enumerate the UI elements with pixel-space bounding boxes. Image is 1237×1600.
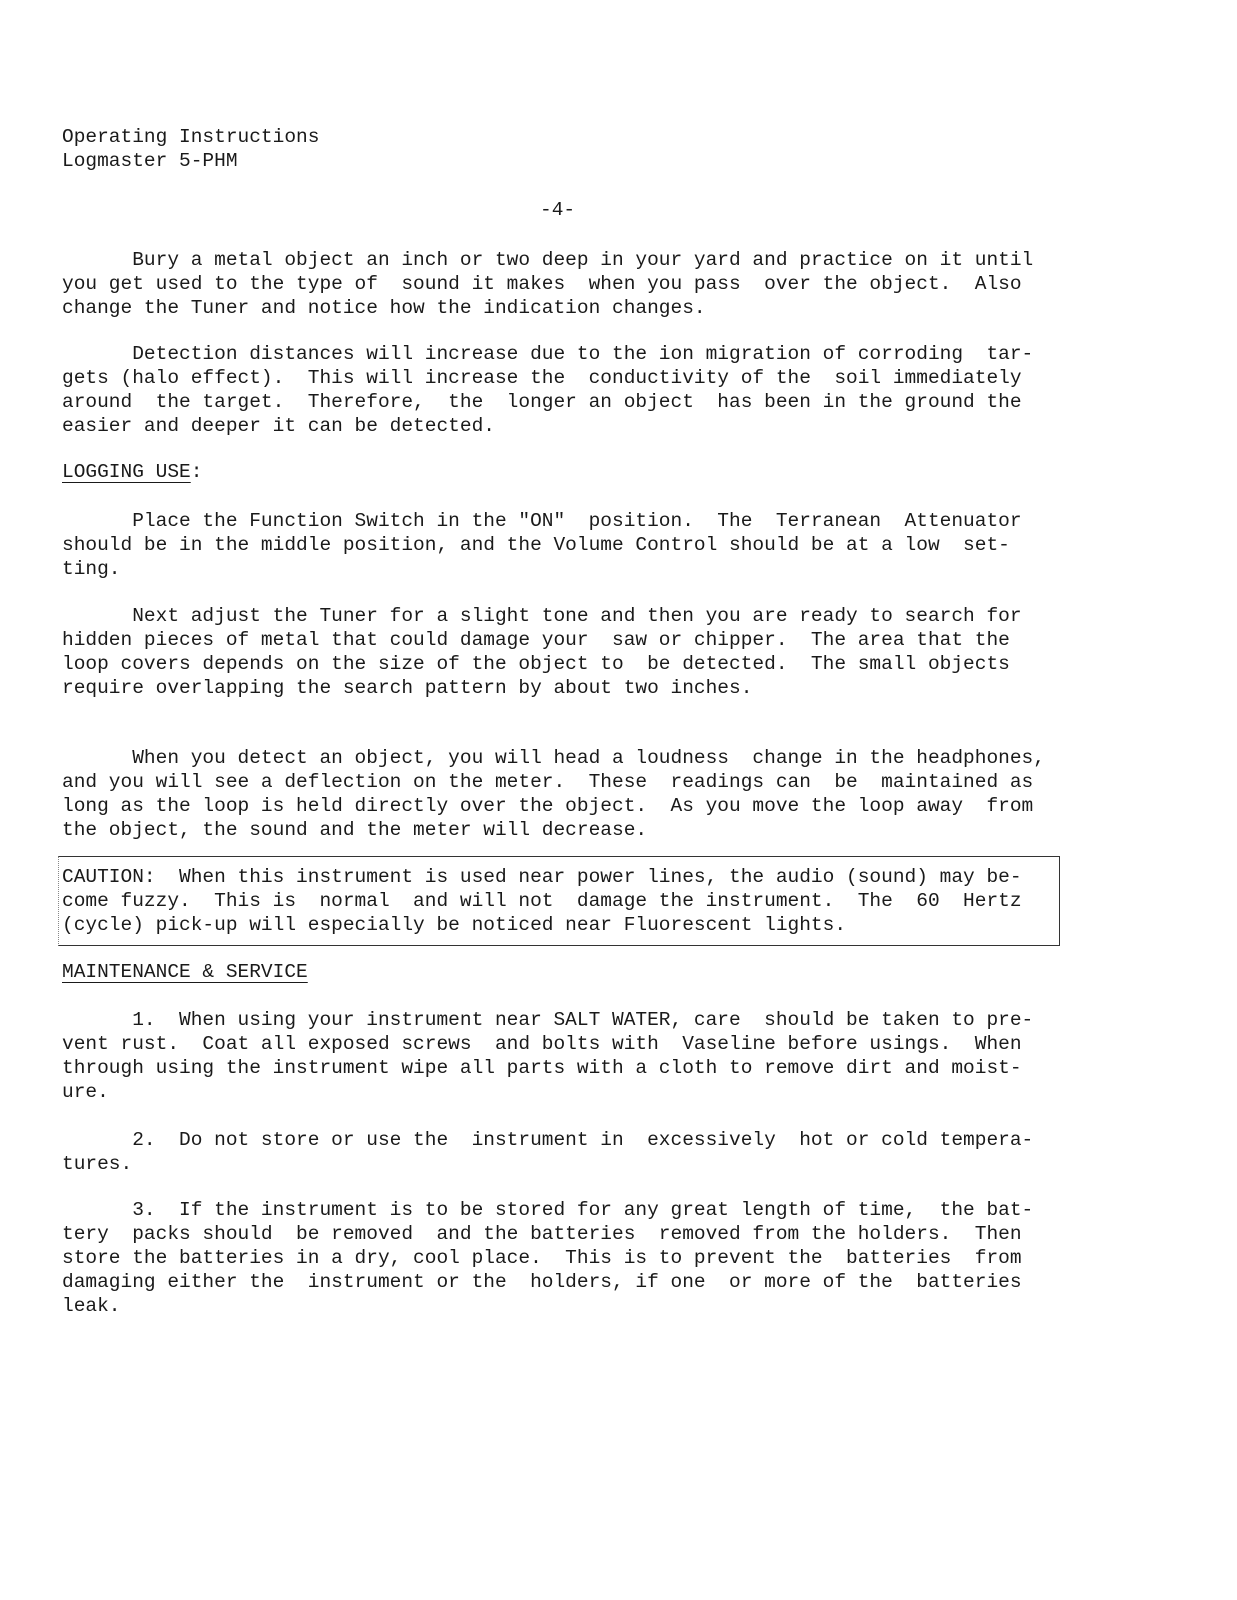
header-model: Logmaster 5-PHM xyxy=(62,150,238,172)
text-line: 1. When using your instrument near SALT WATER, care should be taken to pre- xyxy=(62,1009,1034,1031)
text-line: ure. xyxy=(62,1081,109,1103)
text-line: leak. xyxy=(62,1295,121,1317)
text-line: vent rust. Coat all exposed screws and bolts with Vaseline before usings. When xyxy=(62,1033,1022,1055)
text-line: loop covers depends on the size of the object to be detected. The small objects xyxy=(62,653,1010,675)
text-line: you get used to the type of sound it makes when you pass over the object. Also xyxy=(62,273,1022,295)
text-line: tures. xyxy=(62,1153,133,1175)
text-line: around the target. Therefore, the longer an object has been in the ground the xyxy=(62,391,1022,413)
paragraph-detect-object xyxy=(62,746,1062,842)
text-line: come fuzzy. This is normal and will not damage the instrument. The 60 Hertz xyxy=(62,890,1022,912)
text-line: Bury a metal object an inch or two deep in your yard and practice on it until xyxy=(62,249,1034,271)
text-line: damaging either the instrument or the holders, if one or more of the batteries xyxy=(62,1271,1022,1293)
text-line: change the Tuner and notice how the indication changes. xyxy=(62,297,706,319)
text-line: CAUTION: When this instrument is used near power lines, the audio (sound) may be- xyxy=(62,866,1022,888)
document-header xyxy=(62,125,1062,173)
caution-notice xyxy=(62,865,1052,937)
heading-logging-use-colon: : xyxy=(190,461,203,483)
text-line: Detection distances will increase due to the ion migration of corroding tar- xyxy=(62,343,1034,365)
text-line: (cycle) pick-up will especially be noticed near Fluorescent lights. xyxy=(62,914,847,936)
maintenance-item-2 xyxy=(62,1128,1062,1176)
text-line: 3. If the instrument is to be stored for any great length of time, the bat- xyxy=(62,1199,1034,1221)
heading-logging-use xyxy=(62,460,202,484)
maintenance-item-3 xyxy=(62,1198,1062,1318)
text-line: and you will see a deflection on the meter. These readings can be maintained as xyxy=(62,771,1034,793)
text-line: store the batteries in a dry, cool place. This is to prevent the batteries from xyxy=(62,1247,1022,1269)
heading-maintenance-service: MAINTENANCE & SERVICE xyxy=(62,961,308,983)
paragraph-bury-object xyxy=(62,248,1062,320)
text-line: the object, the sound and the meter will decrease. xyxy=(62,819,648,841)
text-line: should be in the middle position, and the Volume Control should be at a low set- xyxy=(62,534,1010,556)
header-title: Operating Instructions xyxy=(62,126,320,148)
text-line: long as the loop is held directly over the object. As you move the loop away from xyxy=(62,795,1034,817)
text-line: easier and deeper it can be detected. xyxy=(62,415,495,437)
paragraph-detection-distances xyxy=(62,342,1062,438)
text-line: Place the Function Switch in the "ON" position. The Terranean Attenuator xyxy=(62,510,1022,532)
page-number: -4- xyxy=(540,199,576,221)
text-line: through using the instrument wipe all parts with a cloth to remove dirt and moist- xyxy=(62,1057,1022,1079)
text-line: gets (halo effect). This will increase the conductivity of the soil immediately xyxy=(62,367,1022,389)
paragraph-adjust-tuner xyxy=(62,604,1062,700)
text-line: Next adjust the Tuner for a slight tone and then you are ready to search for xyxy=(62,605,1022,627)
text-line: tery packs should be removed and the batteries removed from the holders. Then xyxy=(62,1223,1022,1245)
text-line: ting. xyxy=(62,558,121,580)
text-line: hidden pieces of metal that could damage your saw or chipper. The area that the xyxy=(62,629,1010,651)
text-line: 2. Do not store or use the instrument in excessively hot or cold tempera- xyxy=(62,1129,1034,1151)
text-line: require overlapping the search pattern by about two inches. xyxy=(62,677,753,699)
paragraph-function-switch xyxy=(62,509,1062,581)
heading-logging-use-text: LOGGING USE xyxy=(62,461,191,483)
maintenance-item-1 xyxy=(62,1008,1062,1104)
text-line: When you detect an object, you will head a loudness change in the headphones, xyxy=(62,747,1045,769)
